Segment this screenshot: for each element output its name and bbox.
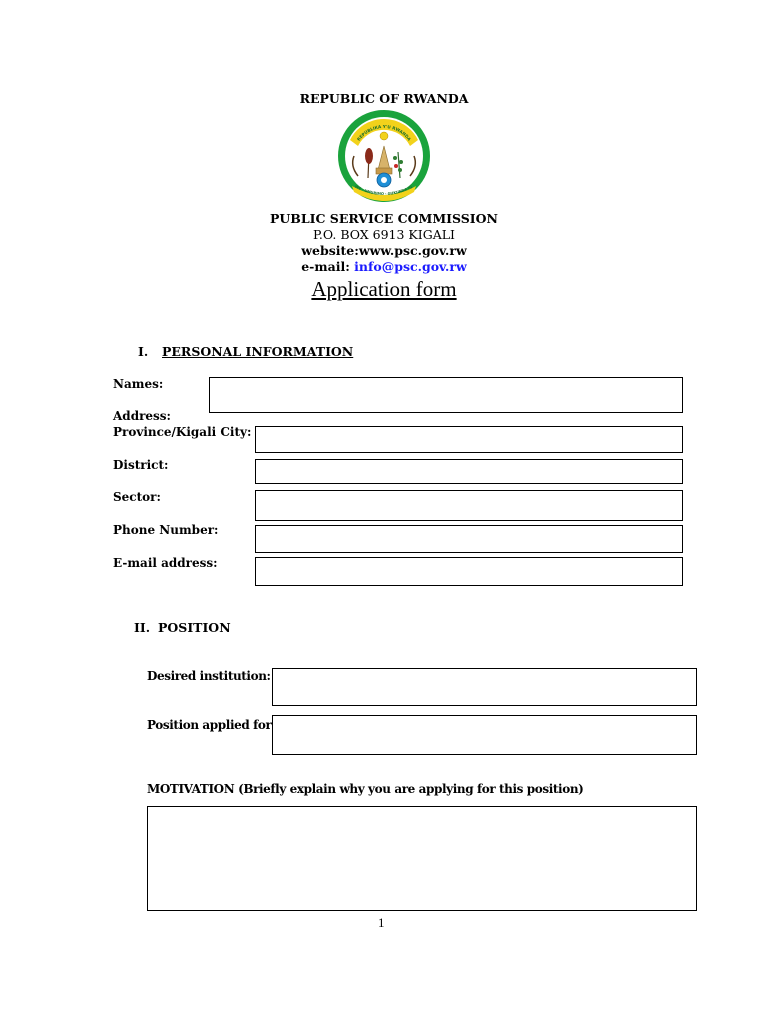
position-field[interactable] bbox=[272, 715, 697, 755]
section-position-heading bbox=[134, 620, 231, 635]
institution-label: Desired institution: bbox=[147, 669, 271, 683]
sector-label: Sector: bbox=[113, 490, 161, 504]
district-field[interactable] bbox=[255, 459, 683, 484]
institution-field[interactable] bbox=[272, 668, 697, 706]
phone-label: Phone Number: bbox=[113, 523, 219, 537]
section-number: II. bbox=[134, 620, 151, 635]
seal-text-bottom: WE · UMURIMO · GUKUNDA IG bbox=[354, 184, 413, 197]
email-address-label: E-mail address: bbox=[113, 556, 218, 570]
section-title: POSITION bbox=[158, 620, 231, 635]
motivation-hint: (Briefly explain why you are applying for this position) bbox=[238, 782, 584, 796]
email-link[interactable]: info@psc.gov.rw bbox=[354, 259, 467, 274]
seal-text-top: REPUBLIKA Y'U RWANDA bbox=[355, 123, 413, 142]
po-box: P.O. BOX 6913 KIGALI bbox=[313, 227, 455, 242]
section-title: PERSONAL INFORMATION bbox=[162, 344, 354, 359]
email-label: e-mail: bbox=[301, 259, 350, 274]
address-label: Address: bbox=[113, 409, 171, 423]
section-personal-information-heading bbox=[138, 344, 353, 359]
phone-field[interactable] bbox=[255, 525, 683, 553]
country-name: REPUBLIC OF RWANDA bbox=[299, 91, 469, 106]
names-label: Names: bbox=[113, 377, 164, 391]
sector-field[interactable] bbox=[255, 490, 683, 521]
motivation-field[interactable] bbox=[147, 806, 697, 911]
motivation-title: MOTIVATION bbox=[147, 782, 235, 796]
email-line bbox=[0, 259, 768, 274]
section-number: I. bbox=[138, 344, 149, 359]
district-label: District: bbox=[113, 458, 169, 472]
position-label: Position applied for bbox=[147, 718, 272, 732]
email-address-field[interactable] bbox=[255, 557, 683, 586]
province-field[interactable] bbox=[255, 426, 683, 453]
names-field[interactable] bbox=[209, 377, 683, 413]
rwanda-coat-of-arms-icon bbox=[332, 106, 436, 210]
province-label: Province/Kigali City: bbox=[113, 425, 252, 439]
organization-name: PUBLIC SERVICE COMMISSION bbox=[270, 211, 498, 226]
page-number: 1 bbox=[378, 915, 385, 930]
form-title: Application form bbox=[311, 277, 457, 301]
website: website:www.psc.gov.rw bbox=[301, 243, 467, 258]
motivation-label bbox=[147, 782, 583, 796]
